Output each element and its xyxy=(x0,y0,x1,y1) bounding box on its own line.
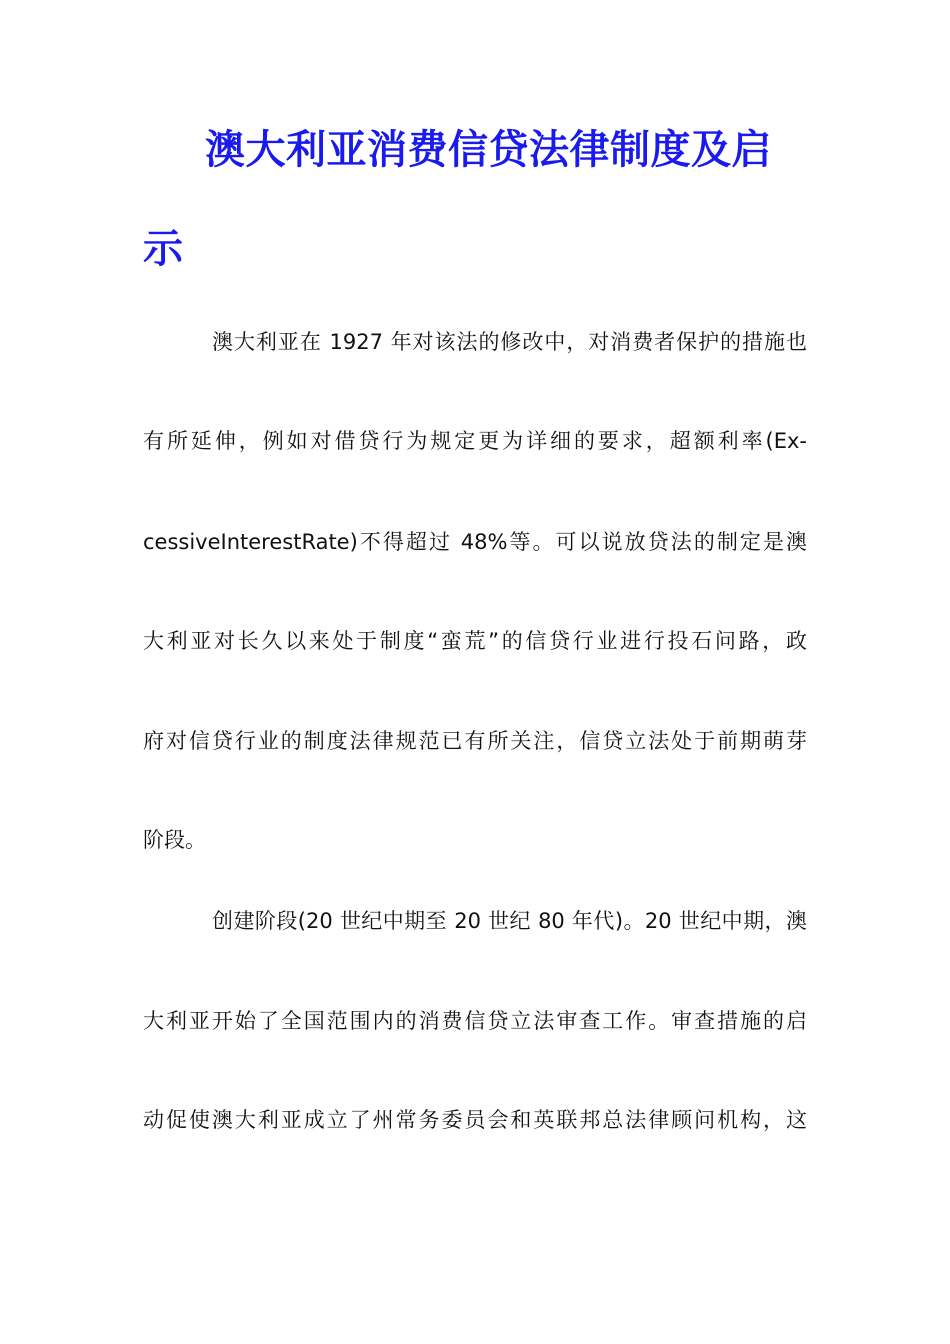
paragraph-1-line-3: cessiveInterestRate)不得超过 48%等。可以说放贷法的制定是澳 xyxy=(143,530,807,554)
document-title-line-1: 澳大利亚消费信贷法律制度及启 xyxy=(205,126,772,173)
paragraph-2-line-2: 大利亚开始了全国范围内的消费信贷立法审查工作。审查措施的启 xyxy=(143,1009,807,1033)
paragraph-1-line-6: 阶段。 xyxy=(143,828,206,852)
paragraph-2-line-1: 创建阶段(20 世纪中期至 20 世纪 80 年代)。20 世纪中期，澳 xyxy=(212,909,807,933)
paragraph-1-line-1: 澳大利亚在 1927 年对该法的修改中，对消费者保护的措施也 xyxy=(212,330,807,354)
paragraph-1-line-4: 大利亚对长久以来处于制度“蛮荒”的信贷行业进行投石问路，政 xyxy=(143,629,807,653)
document-title-line-2: 示 xyxy=(143,225,183,272)
paragraph-2-line-3: 动促使澳大利亚成立了州常务委员会和英联邦总法律顾问机构，这 xyxy=(143,1108,807,1132)
paragraph-1-line-5: 府对信贷行业的制度法律规范已有所关注，信贷立法处于前期萌芽 xyxy=(143,729,807,753)
paragraph-1-line-2: 有所延伸，例如对借贷行为规定更为详细的要求，超额利率(Ex- xyxy=(143,429,807,453)
